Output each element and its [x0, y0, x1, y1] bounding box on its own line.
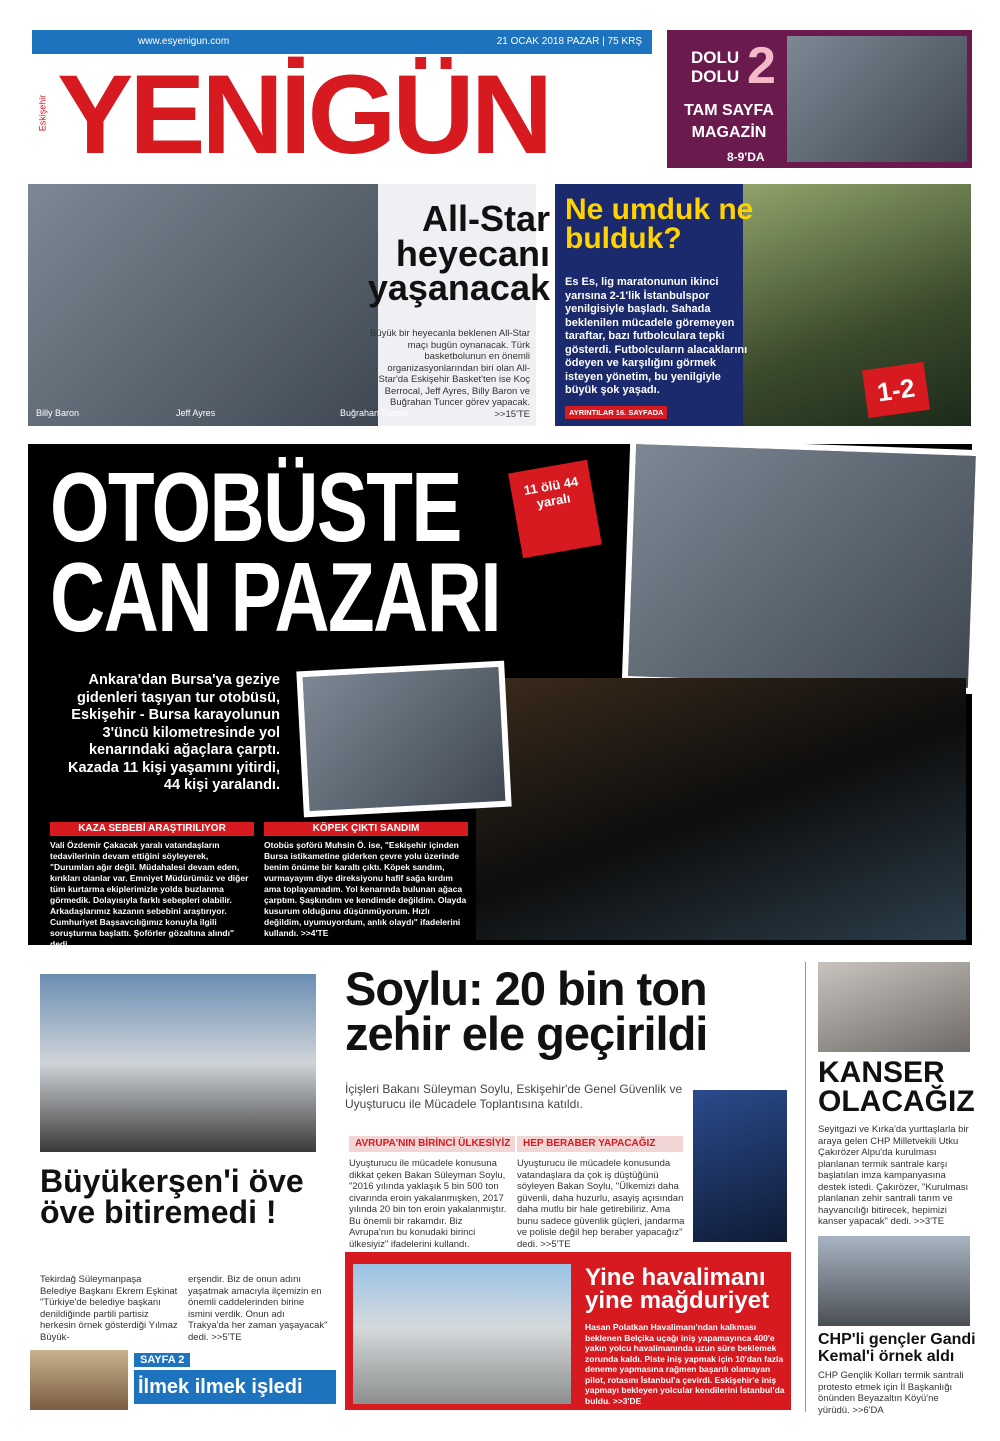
page2-photo: [30, 1350, 128, 1410]
accident-photo-2: [296, 661, 511, 818]
main-text-col2: Otobüs şoförü Muhsin Ö. ise, "Eskişehir içinden Bursa istikametine giderken çevre yolu üzerinde benim önüme bir karaltı çıktı. Köpek sandım, vurmayayım diye direksiyonu hafif sağa kırdım ama toplayamadım. Yol kenarında bulunan ağaca çarptım. Şaşkındım ve kendimde değildim. Olayda kusurum olduğunu düşünmüyorum. Hızlı değildim, uyumuyordum, anlık olaydı" ifadelerini kullandı. >>4'TE: [264, 840, 467, 938]
promo-line1: DOLU DOLU: [691, 48, 740, 86]
main-text-col1: Vali Özdemir Çakacak yaralı vatandaşların tedavilerinin devam ettiğini söyleyerek, "Durumları ağır değil. Müdahalesi devam eden, kırıkları olanlar var. Emniyet Müdürümüz ve diğer tüm kurtarma ekiplerimizle yolda buzlanma görmedik. Dolayısıyla farklı sebepleri olabilir. Arkadaşlarımız kazanın sebebini araştırıyor. Cumhuriyet Başsavcılığımız konuyla ilgili soruşturma başlattı. Şoförler gözaltına alındı" dedi.: [50, 840, 249, 949]
chp-body: CHP Gençlik Kolları termik santrali protesto etmek için İl Başkanlığı önünden Beyazaltın Köyü'ne yürüdü. >>6'DA: [818, 1370, 964, 1416]
magazine-promo[interactable]: [667, 30, 972, 168]
promo-photo-collage: [787, 36, 967, 162]
casualty-badge: 11 ölü 44 yaralı: [508, 460, 602, 559]
buyukersen-col2: erşendir. Biz de onun adını yaşatmak amacıyla ilçemizin en önemli caddelerinden birine ismini verdik. Onun adı Trakya'da her zaman yaşayacak" dedi. >>5'TE: [188, 1274, 328, 1343]
main-story[interactable]: [28, 444, 972, 949]
website-url[interactable]: www.esyenigun.com: [138, 36, 230, 47]
subhead-bar: KÖPEK ÇIKTI SANDIM: [264, 822, 468, 836]
chp-photo: [818, 1236, 970, 1326]
main-headline: OTOBÜSTE CAN PAZARI: [50, 452, 501, 653]
accident-photo-3: [476, 678, 966, 940]
buyukersen-col1: Tekirdağ Süleymanpaşa Belediye Başkanı Ekrem Eşkinat "Türkiye'de belediye başkanı denildiğinde partili partisiz herkesin örnek gösterdiği Yılmaz Büyük-: [40, 1274, 178, 1343]
soylu-lead: İçişleri Bakanı Süleyman Soylu, Eskişehir'de Genel Güvenlik ve Uyuşturucu ile Mücadele Toplantısına katıldı.: [345, 1082, 683, 1111]
score-badge: 1-2: [862, 362, 930, 418]
kanser-story[interactable]: [818, 962, 975, 1232]
soylu-text-col2: Uyuşturucu ile mücadele konusunda vatandaşlara da çok iş düştüğünü söyleyen Bakan Soylu, "Ülkemizi daha güvenli, daha huzurlu, asayiş açısından daha mutlu bir hale getirebiliriz. Ama bunu sadece güvenlik güçleri, jandarma ve polisle değil hep beraber yapacağız" dedi. >>5'TE: [517, 1158, 685, 1250]
kanser-photo: [818, 962, 970, 1052]
kanser-headline: KANSER OLACAĞIZ: [818, 1056, 975, 1119]
date-price: 21 OCAK 2018 PAZAR | 75 KRŞ: [496, 36, 642, 47]
football-body: Es Es, lig maratonunun ikinci yarısına 2-1'lik İstanbulspor yenilgisiyle başladı. Sahada beklenilen mücadele göremeyen taraftar, bazı futbolculara tepki gösterdi. Futbolcuların alacaklarını ödeyen ve karşılığını görmek isteyen yönetim, bu yenilgiyle büyük şok yaşadı.: [565, 276, 748, 396]
allstar-headline: All-Star heyecanı yaşanacak: [367, 198, 550, 309]
chp-story[interactable]: [818, 1236, 976, 1416]
soylu-story[interactable]: [345, 962, 793, 1250]
soylu-subhead: HEP BERABER YAPACAĞIZ: [517, 1136, 683, 1152]
airport-headline: Yine havalimanı yine mağduriyet: [585, 1264, 770, 1315]
buyukersen-story[interactable]: [28, 962, 328, 1262]
page2-teaser[interactable]: [30, 1350, 330, 1412]
kanser-body: Seyitgazi ve Kırka'da yurttaşlarla bir araya gelen CHP Milletvekili Utku Çakırözer Alpu'da kurulması planlanan termik santrale karşı başlatılan imza kampanyasına destek istedi. Çakırözer, "Kurulması planlanan zehir santrali tarım ve hayvancılığı bitirecek, hepimizi kanser yapacak" dedi. >>3'TE: [818, 1124, 969, 1227]
soylu-subhead: AVRUPA'NIN BİRİNCİ ÜLKESİYİZ: [349, 1136, 515, 1152]
soylu-headline: Soylu: 20 bin ton zehir ele geçirildi: [345, 962, 708, 1061]
airport-body: Hasan Polatkan Havalimanı'ndan kalkması beklenen Belçika uçağı iniş yapamayınca 400'e yakın yolcu havalimanında uzun süre beklemek zorunda kaldı. Piste iniş yapmak için 10'dan fazla deneme yapmasına rağmen başarılı olamayan pilot, rotasını İstanbul'a çevirdi. Eskişehir'e iniş yapmayı bekleyen yolcular kendilerini İstanbul'da buldu. >>3'DE: [585, 1322, 785, 1406]
buyukersen-headline: Büyükerşen'i öve öve bitiremedi !: [40, 1163, 304, 1230]
basketball-photo: [28, 184, 378, 426]
soylu-text-col1: Uyuşturucu ile mücadele konusuna dikkat çeken Bakan Süleyman Soylu, "2016 yılında yaklaşık 5 bin 500 ton civarında eroin yakalanmışken, 2017 yılında 20 bin ton eroin yakalanmıştır. Bu önemli bir rakamdır. Biz Avrupa'nın bu konudaki birinci ülkesiyiz" ifadelerini kullandı.: [349, 1158, 507, 1250]
photo-caption: Buğrahan Tuncer: [340, 408, 410, 418]
promo-pages: 8-9'DA: [727, 150, 765, 164]
page2-title: İlmek ilmek işledi: [134, 1370, 336, 1404]
airport-story[interactable]: [345, 1252, 791, 1410]
promo-number: 2: [747, 37, 776, 95]
promo-line2: TAM SAYFA MAGAZİN: [684, 102, 774, 141]
column-divider: [805, 962, 806, 1412]
newspaper-name: YENİGÜN: [57, 52, 550, 177]
football-story[interactable]: [555, 184, 971, 426]
minister-photo: [693, 1090, 787, 1242]
accident-photo-1: [622, 438, 982, 694]
masthead-city: Eskişehir: [37, 94, 48, 132]
allstar-story[interactable]: [28, 184, 550, 426]
masthead-logo[interactable]: [32, 52, 652, 177]
page2-label: SAYFA 2: [134, 1353, 190, 1367]
main-lead: Ankara'dan Bursa'ya geziye gidenleri taşıyan tur otobüsü, Eskişehir - Bursa karayolunun 3'üncü kilometresinde yol kenarındaki ağaçlara çarptı. Kazada 11 kişi yaşamını yitirdi, 44 kişi yaralandı.: [68, 672, 280, 793]
allstar-body: Büyük bir heyecanla beklenen All-Star maçı bugün oynanacak. Türk basketbolunun en önemli organizasyonlarından biri olan All-Star'da Eskişehir Basket'ten ise Koç Berrocal, Jeff Ayres, Billy Baron ve Buğrahan Tuncer görev yapacak. >>15'TE: [369, 328, 530, 420]
photo-caption: Billy Baron: [36, 408, 80, 418]
subhead-bar: KAZA SEBEBİ ARAŞTIRILIYOR: [50, 822, 254, 836]
group-photo: [40, 974, 316, 1152]
football-more-link[interactable]: AYRINTILAR 16. SAYFADA: [565, 406, 667, 419]
football-headline: Ne umduk ne bulduk?: [565, 193, 754, 255]
photo-caption: Jeff Ayres: [176, 408, 216, 418]
airport-photo: [353, 1264, 571, 1404]
chp-headline: CHP'li gençler Gandi Kemal'i örnek aldı: [818, 1331, 976, 1365]
